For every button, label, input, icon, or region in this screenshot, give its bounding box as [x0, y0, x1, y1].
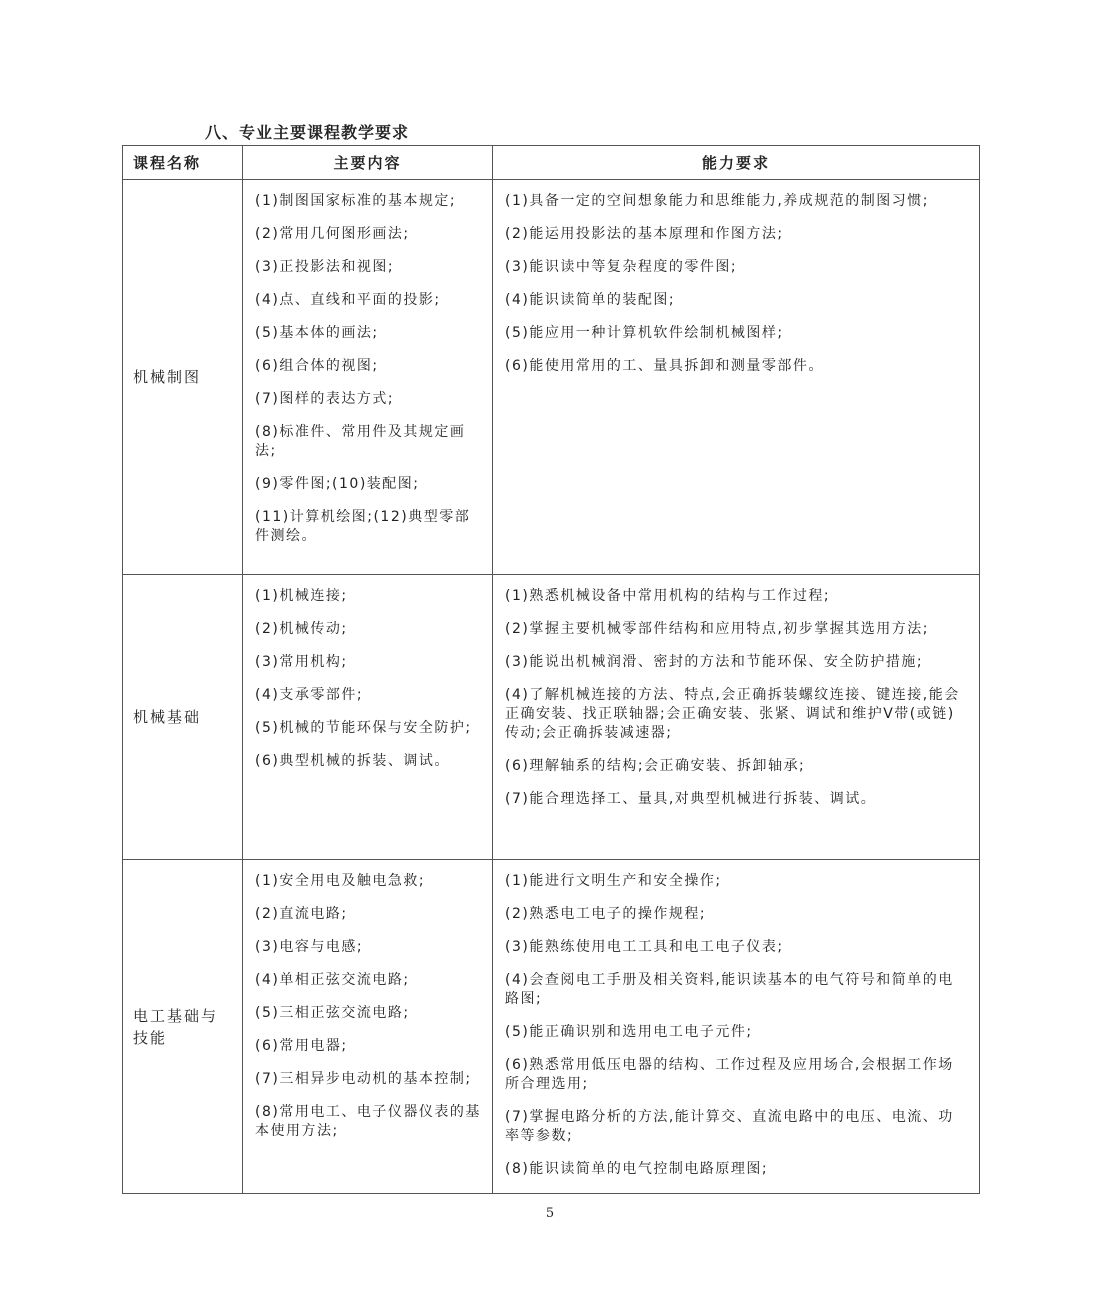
ability-item: (1)具备一定的空间想象能力和思维能力,养成规范的制图习惯; [505, 193, 929, 209]
ability-item: (3)能熟练使用电工工具和电工电子仪表; [505, 939, 784, 955]
content-item: (4)单相正弦交流电路; [255, 972, 410, 988]
course-requirements-table [122, 145, 980, 1194]
ability-item: (4)能识读简单的装配图; [505, 292, 676, 308]
ability-item: (3)能说出机械润滑、密封的方法和节能环保、安全防护措施; [505, 654, 924, 670]
ability-item: (8)能识读简单的电气控制电路原理图; [505, 1161, 769, 1177]
header-main-content: 主要内容 [243, 146, 493, 180]
table-row [123, 860, 980, 1194]
main-content-cell [243, 860, 493, 1194]
content-item: (1)安全用电及触电急救; [255, 873, 426, 889]
ability-item: (5)能正确识别和选用电工电子元件; [505, 1024, 753, 1040]
ability-item: (3)能识读中等复杂程度的零件图; [505, 259, 738, 275]
course-name: 电工基础与技能 [123, 860, 243, 1194]
ability-item: (5)能应用一种计算机软件绘制机械图样; [505, 325, 784, 341]
main-content-cell [243, 180, 493, 575]
content-item: (6)典型机械的拆装、调试。 [255, 753, 450, 769]
header-course-name: 课程名称 [123, 146, 243, 180]
ability-item: (1)熟悉机械设备中常用机构的结构与工作过程; [505, 588, 831, 604]
ability-item: (6)理解轴系的结构;会正确安装、拆卸轴承; [505, 758, 806, 774]
content-item: (7)图样的表达方式; [255, 391, 395, 407]
content-item: (8)常用电工、电子仪器仪表的基本使用方法; [255, 1104, 481, 1139]
ability-requirements-cell [493, 180, 980, 575]
table-row [123, 180, 980, 575]
ability-item: (4)了解机械连接的方法、特点,会正确拆装螺纹连接、键连接,能会正确安装、找正联轴器;会正确安装、张紧、调试和维护V带(或链)传动;会正确拆装减速器; [505, 687, 960, 741]
ability-requirements-cell [493, 860, 980, 1194]
content-item: (6)常用电器; [255, 1038, 348, 1054]
content-item: (3)电容与电感; [255, 939, 364, 955]
ability-item: (4)会查阅电工手册及相关资料,能识读基本的电气符号和简单的电路图; [505, 972, 954, 1007]
content-item: (6)组合体的视图; [255, 358, 379, 374]
content-item: (8)标准件、常用件及其规定画法; [255, 424, 466, 459]
ability-item: (2)熟悉电工电子的操作规程; [505, 906, 707, 922]
content-item: (5)机械的节能环保与安全防护; [255, 720, 472, 736]
ability-item: (2)能运用投影法的基本原理和作图方法; [505, 226, 784, 242]
course-name: 机械制图 [123, 180, 243, 575]
content-item: (9)零件图;(10)装配图; [255, 476, 420, 492]
content-item: (4)点、直线和平面的投影; [255, 292, 441, 308]
content-item: (7)三相异步电动机的基本控制; [255, 1071, 472, 1087]
content-item: (11)计算机绘图;(12)典型零部件测绘。 [255, 509, 471, 544]
ability-item: (2)掌握主要机械零部件结构和应用特点,初步掌握其选用方法; [505, 621, 929, 637]
content-item: (2)机械传动; [255, 621, 348, 637]
ability-item: (7)掌握电路分析的方法,能计算交、直流电路中的电压、电流、功率等参数; [505, 1109, 954, 1144]
table-header-row [123, 146, 980, 180]
page-number: 5 [545, 1206, 555, 1221]
ability-item: (1)能进行文明生产和安全操作; [505, 873, 722, 889]
main-content-cell [243, 575, 493, 860]
ability-item: (6)熟悉常用低压电器的结构、工作过程及应用场合,会根据工作场所合理选用; [505, 1057, 954, 1092]
content-item: (4)支承零部件; [255, 687, 364, 703]
ability-requirements-cell [493, 575, 980, 860]
table-row [123, 575, 980, 860]
course-name: 机械基础 [123, 575, 243, 860]
content-item: (1)机械连接; [255, 588, 348, 604]
content-item: (3)正投影法和视图; [255, 259, 395, 275]
content-item: (2)常用几何图形画法; [255, 226, 410, 242]
content-item: (2)直流电路; [255, 906, 348, 922]
content-item: (5)基本体的画法; [255, 325, 379, 341]
content-item: (1)制图国家标准的基本规定; [255, 193, 457, 209]
ability-item: (7)能合理选择工、量具,对典型机械进行拆装、调试。 [505, 791, 877, 807]
ability-item: (6)能使用常用的工、量具拆卸和测量零部件。 [505, 358, 824, 374]
content-item: (3)常用机构; [255, 654, 348, 670]
content-item: (5)三相正弦交流电路; [255, 1005, 410, 1021]
header-ability-requirements: 能力要求 [493, 146, 980, 180]
section-title: 八、专业主要课程教学要求 [205, 123, 410, 142]
